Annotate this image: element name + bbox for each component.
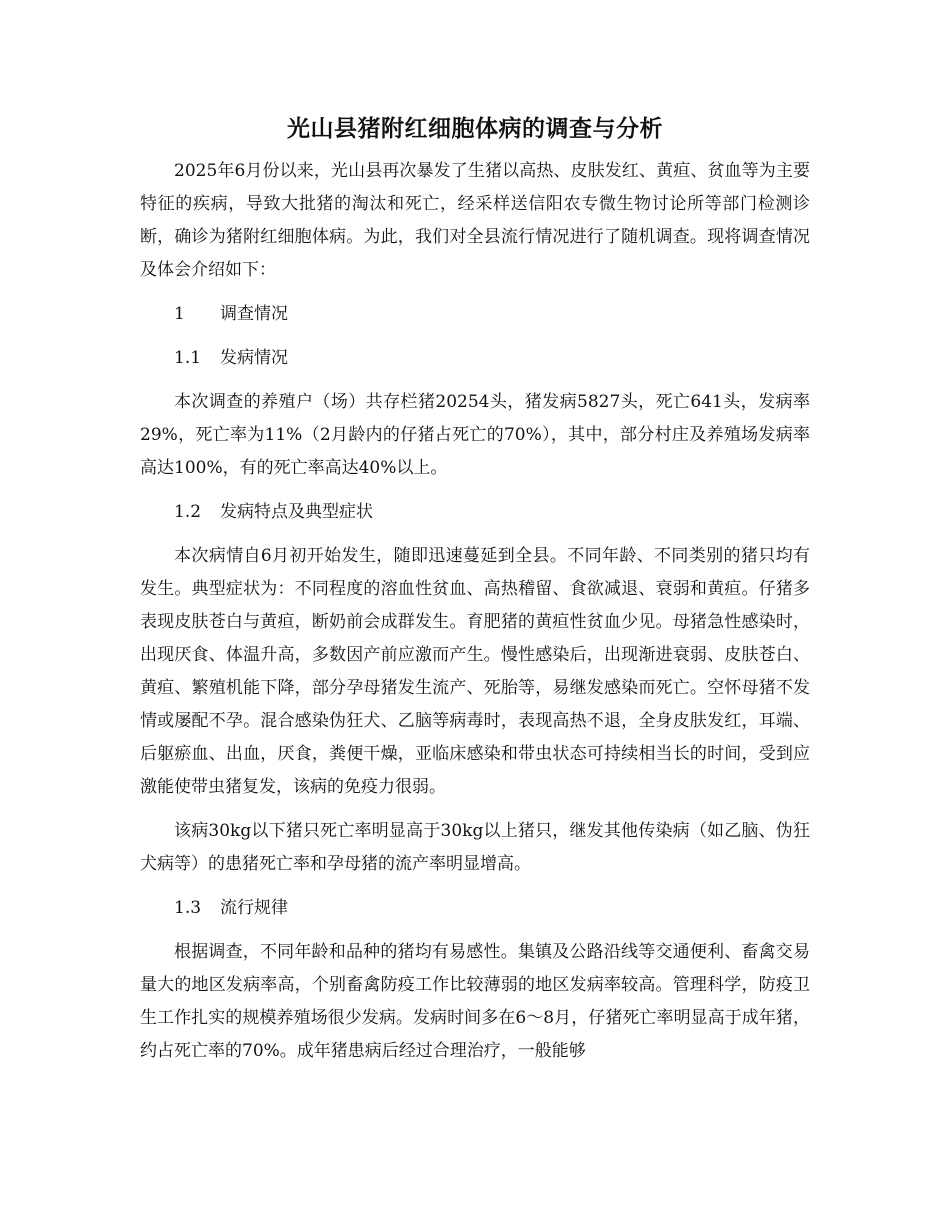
section-1-2-paragraph-2: 该病30kg以下猪只死亡率明显高于30kg以上猪只，继发其他传染病（如乙脑、伪狂犬病等）的患猪死亡率和孕母猪的流产率明显增高。 bbox=[140, 821, 810, 874]
intro-paragraph: 2025年6月份以来，光山县再次暴发了生猪以高热、皮肤发红、黄疸、贫血等为主要特征的疾病，导致大批猪的淘汰和死亡，经采样送信阳农专微生物讨论所等部门检测诊断，确诊为猪附红细胞体病。为此，我们对全县流行情况进行了随机调查。现将调查情况及体会介绍如下： bbox=[140, 161, 810, 280]
section-1-2-number: 1.2 bbox=[174, 502, 202, 522]
section-1-2-title: 发病特点及典型症状 bbox=[220, 502, 373, 522]
section-1-1-title: 发病情况 bbox=[220, 348, 288, 368]
section-1-number: 1 bbox=[174, 304, 185, 324]
section-1-1-heading bbox=[140, 342, 810, 375]
section-1-2-paragraph-1: 本次病情自6月初开始发生，随即迅速蔓延到全县。不同年龄、不同类别的猪只均有发生。典型症状为：不同程度的溶血性贫血、高热稽留、食欲减退、衰弱和黄疸。仔猪多表现皮肤苍白与黄疸，断奶前会成群发生。育肥猪的黄疸性贫血少见。母猪急性感染时，出现厌食、体温升高，多数因产前应激而产生。慢性感染后，出现渐进衰弱、皮肤苍白、黄疸、繁殖机能下降，部分孕母猪发生流产、死胎等，易继发感染而死亡。空怀母猪不发情或屡配不孕。混合感染伪狂犬、乙脑等病毒时，表现高热不退，全身皮肤发红，耳端、后躯瘀血、出血，厌食，粪便干燥，亚临床感染和带虫状态可持续相当长的时间，受到应激能使带虫猪复发，该病的免疫力很弱。 bbox=[140, 546, 810, 797]
section-1-title: 调查情况 bbox=[220, 304, 288, 324]
section-1-2-heading bbox=[140, 496, 810, 529]
section-1-3-paragraph: 根据调查，不同年龄和品种的猪均有易感性。集镇及公路沿线等交通便利、畜禽交易量大的地区发病率高，个别畜禽防疫工作比较薄弱的地区发病率较高。管理科学，防疫卫生工作扎实的规模养殖场很少发病。发病时间多在6～8月，仔猪死亡率明显高于成年猪，约占死亡率的70%。成年猪患病后经过合理治疗，一般能够 bbox=[140, 942, 810, 1061]
section-1-heading bbox=[140, 298, 810, 331]
section-1-3-number: 1.3 bbox=[174, 898, 202, 918]
section-1-3-heading bbox=[140, 892, 810, 925]
section-1-1-number: 1.1 bbox=[174, 348, 202, 368]
section-1-3-title: 流行规律 bbox=[220, 898, 288, 918]
document-body bbox=[140, 155, 810, 1079]
document-title: 光山县猪附红细胞体病的调查与分析 bbox=[287, 115, 663, 142]
section-1-1-paragraph: 本次调查的养殖户（场）共存栏猪20254头，猪发病5827头，死亡641头，发病率29%，死亡率为11%（2月龄内的仔猪占死亡的70%），其中，部分村庄及养殖场发病率高达100%，有的死亡率高达40%以上。 bbox=[140, 392, 810, 478]
